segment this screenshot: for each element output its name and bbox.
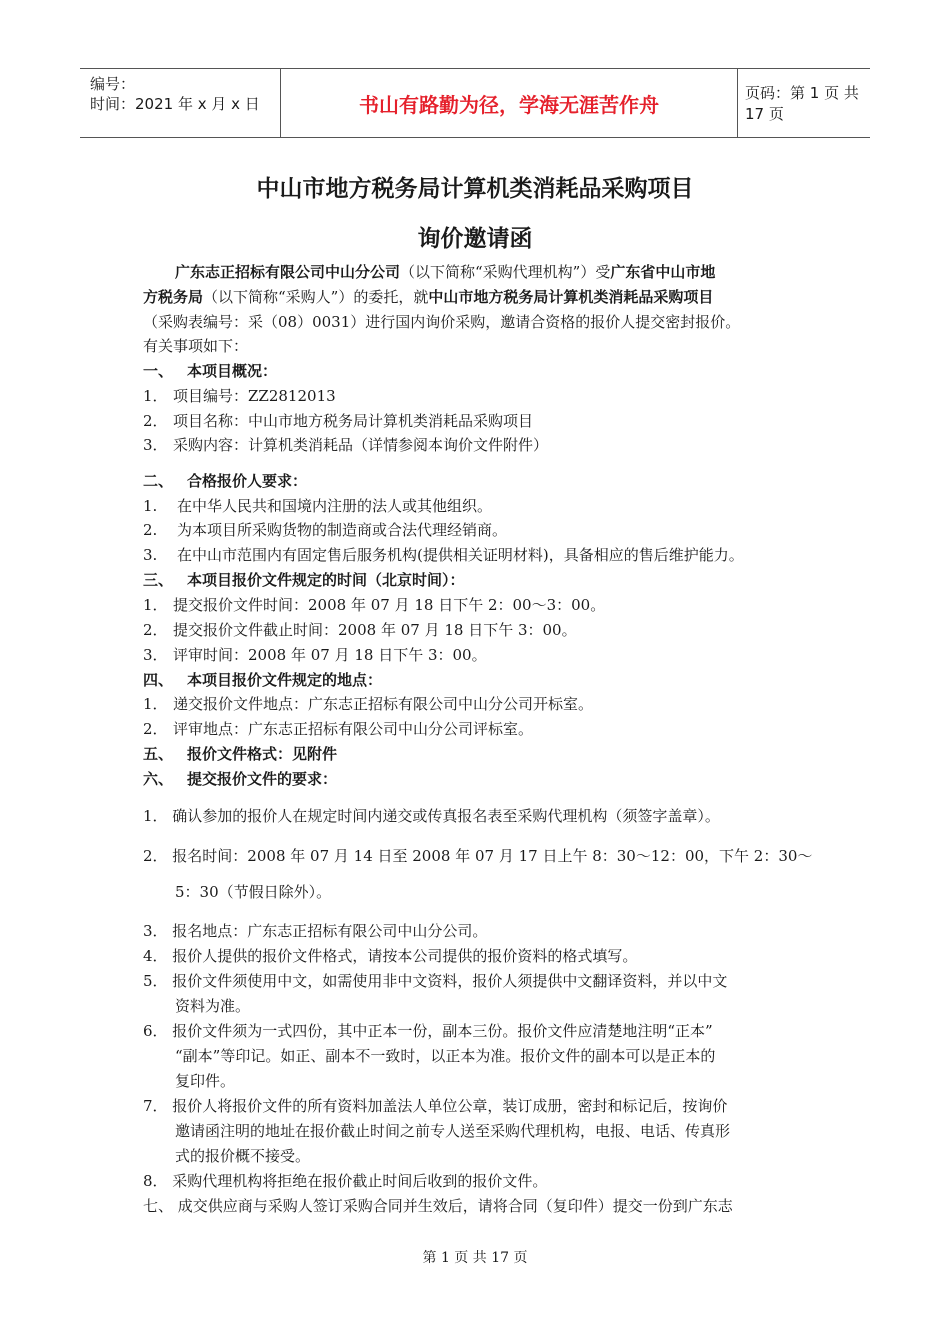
- section-title: 报价文件格式：见附件: [187, 745, 338, 763]
- intro-line-2: [143, 287, 713, 307]
- section-number: 一、: [143, 362, 174, 380]
- section-number: 四、: [143, 671, 174, 689]
- list-item: 6． 报价文件须为一式四份，其中正本一份，副本三份。报价文件应清楚地注明“正本”: [143, 1022, 713, 1040]
- header-motto: 书山有路勤为径，学海无涯苦作舟: [280, 69, 738, 137]
- list-item: [143, 496, 492, 516]
- list-item: [143, 435, 548, 455]
- item-number: 2.: [143, 521, 158, 539]
- section-number: 三、: [143, 571, 174, 589]
- section-title: 本项目概况：: [187, 362, 278, 380]
- item-number: 1．: [143, 596, 168, 614]
- item-text: 为本项目所采购货物的制造商或合法代理经销商。: [177, 521, 508, 539]
- item-text: 提交报价文件时间：2008 年 07 月 18 日下午 2：00～3：00。: [173, 596, 606, 614]
- list-item: 7． 报价人将报价文件的所有资料加盖法人单位公章，装订成册，密封和标记后，按询价: [143, 1097, 728, 1115]
- item-number: 2．: [143, 621, 168, 639]
- section-title: 提交报价文件的要求：: [187, 770, 338, 788]
- purchaser-name-part2: 方税务局: [143, 288, 204, 306]
- list-item: [143, 645, 487, 665]
- intro-line-1: [175, 262, 715, 282]
- list-item: 4． 报价人提供的报价文件格式，请按本公司提供的报价资料的格式填写。: [143, 947, 638, 965]
- list-item: [143, 545, 744, 565]
- item-text: 项目名称：中山市地方税务局计算机类消耗品采购项目: [173, 412, 534, 430]
- list-item: [143, 520, 507, 540]
- item-number: 3．: [143, 646, 168, 664]
- list-item-continuation: 5：30（节假日除外）。: [175, 883, 332, 901]
- list-item-continuation: “副本”等印记。如正、副本不一致时，以正本为准。报价文件的副本可以是正本的: [175, 1047, 716, 1065]
- section-1-heading: [143, 361, 277, 381]
- page-footer: 第 1 页 共 17 页: [422, 1250, 528, 1266]
- item-text: 项目编号：ZZ2812013: [173, 387, 336, 405]
- section-6-heading: [143, 769, 337, 789]
- list-item: 3． 报名地点：广东志正招标有限公司中山分公司。: [143, 922, 488, 940]
- section-number: 二、: [143, 472, 174, 490]
- item-number: 1.: [143, 497, 158, 515]
- list-item-continuation: 式的报价概不接受。: [175, 1147, 311, 1165]
- header-page-label: 页码：第 1 页 共 17 页: [745, 84, 859, 123]
- section-number: 六、: [143, 770, 174, 788]
- list-item: [143, 694, 593, 714]
- section-5-heading: [143, 744, 337, 764]
- intro-text: （以下简称“采购人”）的委托，就: [203, 288, 429, 306]
- item-number: 3.: [143, 546, 158, 564]
- list-item-continuation: 复印件。: [175, 1072, 236, 1090]
- section-title: 本项目报价文件规定的地点：: [187, 671, 383, 689]
- list-item: 8． 采购代理机构将拒绝在报价截止时间后收到的报价文件。: [143, 1172, 548, 1190]
- list-item: [143, 719, 533, 739]
- section-4-heading: [143, 670, 382, 690]
- list-item: [143, 411, 533, 431]
- section-number: 五、: [143, 745, 174, 763]
- intro-line-3: （采购表编号：采（08）0031）进行国内询价采购，邀请合资格的报价人提交密封报价。: [143, 313, 741, 331]
- list-item-continuation: 资料为准。: [175, 997, 251, 1015]
- item-number: 3．: [143, 436, 168, 454]
- agency-name: 广东志正招标有限公司中山分公司: [175, 263, 401, 281]
- list-item: [143, 386, 336, 406]
- list-item: 2． 报名时间：2008 年 07 月 14 日至 2008 年 07 月 17 日上午 8：30～12：00，下午 2：30～: [143, 847, 813, 865]
- intro-text: （以下简称“采购代理机构”）受: [400, 263, 611, 281]
- item-text: 采购内容：计算机类消耗品（详情参阅本询价文件附件）: [173, 436, 549, 454]
- item-text: 提交报价文件截止时间：2008 年 07 月 18 日下午 3：00。: [173, 621, 577, 639]
- item-text: 评审时间：2008 年 07 月 18 日下午 3：00。: [173, 646, 487, 664]
- project-name: 中山市地方税务局计算机类消耗品采购项目: [428, 288, 714, 306]
- section-2-heading: [143, 471, 307, 491]
- list-item: 5． 报价文件须使用中文，如需使用非中文资料，报价人须提供中文翻译资料，并以中文: [143, 972, 728, 990]
- section-7-line: 七、 成交供应商与采购人签订采购合同并生效后，请将合同（复印件）提交一份到广东志: [143, 1197, 733, 1215]
- item-number: 2．: [143, 412, 168, 430]
- section-title: 本项目报价文件规定的时间（北京时间）：: [187, 571, 465, 589]
- list-item: [143, 620, 577, 640]
- item-number: 1．: [143, 387, 168, 405]
- section-title: 合格报价人要求：: [187, 472, 308, 490]
- item-text: 在中华人民共和国境内注册的法人或其他组织。: [177, 497, 493, 515]
- code-label: 编号：: [90, 75, 136, 93]
- document-title: 中山市地方税务局计算机类消耗品采购项目: [256, 176, 694, 202]
- item-number: 2．: [143, 720, 168, 738]
- purchaser-name-part1: 广东省中山市地: [610, 263, 716, 281]
- page-header: [80, 68, 870, 138]
- document-subtitle: 询价邀请函: [417, 226, 533, 252]
- list-item: 1． 确认参加的报价人在规定时间内递交或传真报名表至采购代理机构（须签字盖章）。: [143, 807, 720, 825]
- item-text: 在中山市范围内有固定售后服务机构(提供相关证明材料)，具备相应的售后维护能力。: [177, 546, 744, 564]
- item-text: 递交报价文件地点：广东志正招标有限公司中山分公司开标室。: [173, 695, 594, 713]
- section-3-heading: [143, 570, 465, 590]
- list-item: [143, 595, 605, 615]
- list-item-continuation: 邀请函注明的地址在报价截止时间之前专人送至采购代理机构，电报、电话、传真形: [175, 1122, 731, 1140]
- item-text: 评审地点：广东志正招标有限公司中山分公司评标室。: [173, 720, 534, 738]
- header-info-cell: [80, 69, 280, 137]
- item-number: 1．: [143, 695, 168, 713]
- intro-line-4: 有关事项如下：: [143, 337, 249, 355]
- time-label: 时间：2021 年 x 月 x 日: [90, 95, 260, 113]
